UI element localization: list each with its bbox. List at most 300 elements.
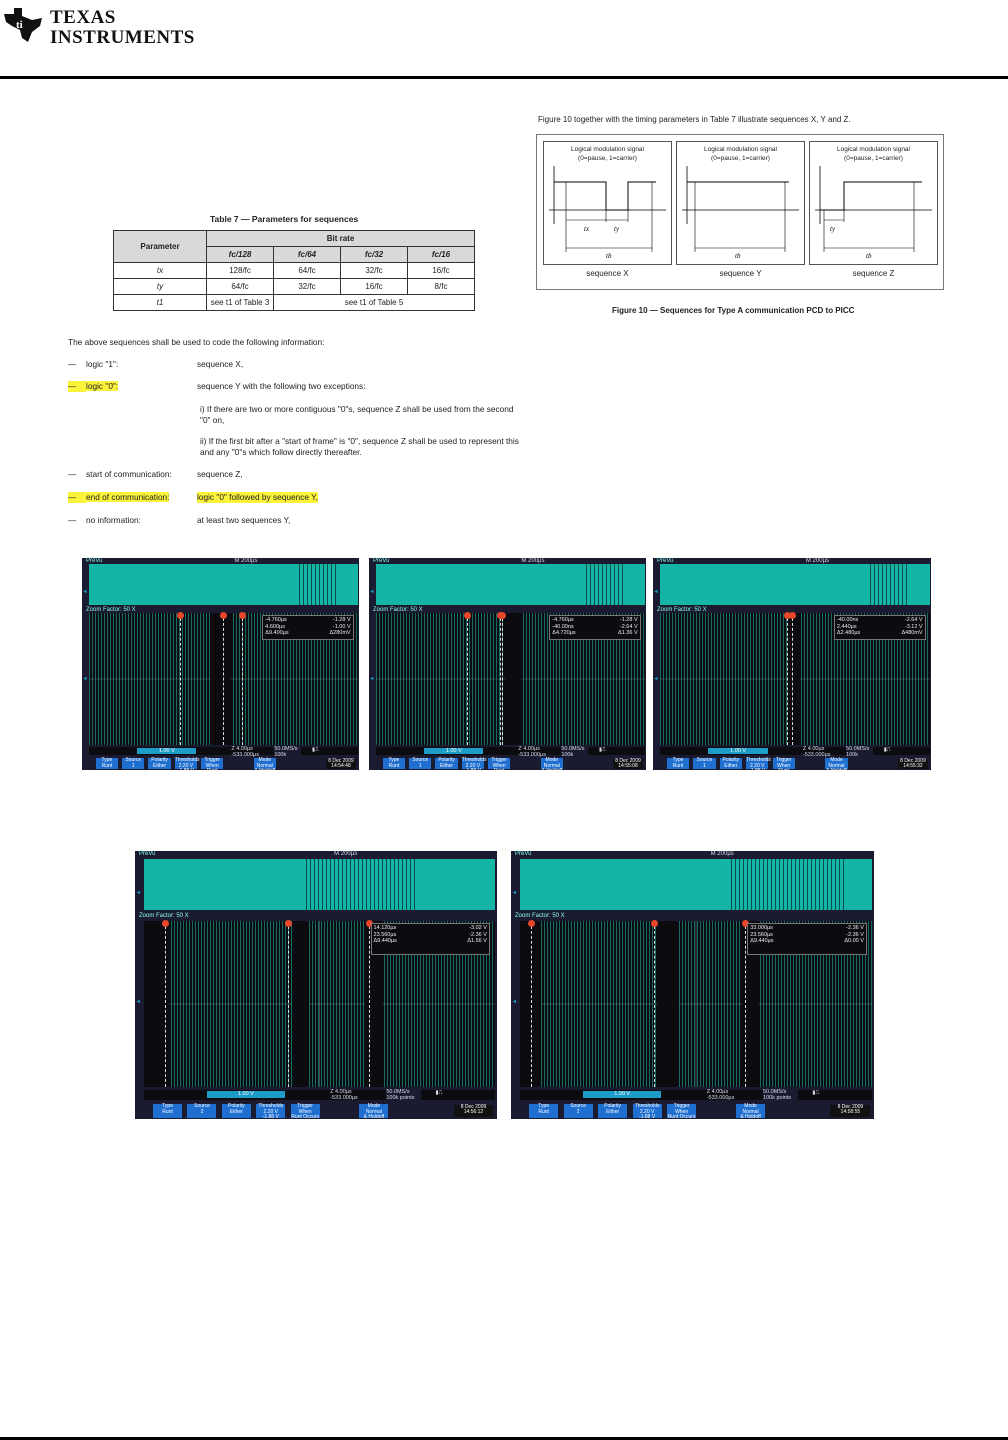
table-row: [114, 263, 475, 279]
readout-value: Δ9.440µs: [750, 938, 774, 945]
waveform-burst: [870, 564, 908, 604]
record-length: 100k: [846, 751, 858, 758]
overview-waveform: [660, 564, 930, 604]
readout-value: -2.64 V: [619, 623, 638, 630]
table-head-bitrate: Bit rate: [207, 231, 475, 247]
overview-waveform: [376, 564, 645, 604]
readout-value: -1.28 V: [619, 617, 638, 624]
zoom-factor-label: Zoom Factor: 50 X: [515, 912, 565, 919]
modulation-pause: [505, 613, 521, 744]
readout-value: 4.600µs: [265, 623, 285, 630]
menu-button-label: 2.20 V: [263, 1108, 278, 1115]
cursor-line[interactable]: [500, 613, 501, 744]
header-rule: [0, 76, 1008, 79]
date-time: [454, 1105, 494, 1118]
menu-button-label: 2: [576, 1108, 580, 1115]
channel-marker: ◂: [512, 889, 516, 896]
readout-value: Δ280mV: [329, 630, 351, 637]
menu-button-label: Trigger When: [775, 757, 792, 769]
menu-button-label: Source: [570, 1103, 587, 1110]
cursor-line[interactable]: [792, 613, 793, 744]
menu-button[interactable]: [153, 1104, 182, 1118]
prevu-label: PreVu: [139, 851, 156, 857]
menu-button-label: Type: [672, 757, 684, 764]
figure-caption: Figure 10 — Sequences for Type A communication PCD to PICC: [612, 306, 855, 315]
menu-button[interactable]: [598, 1104, 627, 1118]
time: 14:55:32: [903, 763, 923, 770]
readout-value: 2.440µs: [836, 623, 857, 630]
exception-ii: ii) If the first bit after a "start of frame" is "0", sequence Z shall be used to represent this and any "0"s which follow directly thereafter.: [200, 436, 519, 457]
cursor-line[interactable]: [242, 613, 243, 744]
menu-button-label: Runt Occurs: [491, 768, 508, 780]
menu-button[interactable]: [435, 758, 457, 769]
menu-button[interactable]: [773, 757, 795, 780]
readout-value: -2.36 V: [469, 931, 487, 938]
oscilloscope-screenshot: [135, 851, 497, 1119]
date-time: [898, 759, 929, 769]
zoom-waveform: [660, 613, 930, 744]
status-bar: [520, 1090, 872, 1101]
ty-label: ty: [830, 225, 836, 233]
table-cell: 16/fc: [341, 279, 408, 295]
table-cell: see t1 of Table 5: [274, 295, 475, 311]
cursor-line[interactable]: [288, 921, 289, 1087]
menu-button-label: & Holdoff: [541, 768, 563, 775]
ti-logo: [0, 0, 200, 52]
menu-button-label: Runt: [162, 1108, 173, 1115]
channel-scale[interactable]: 1.00 V: [207, 1091, 284, 1099]
date: 8 Dec 2009: [615, 757, 641, 764]
channel-scale[interactable]: 1.00 V: [424, 748, 483, 754]
date-time: [830, 1105, 870, 1118]
menu-button-label: Polarity: [151, 757, 168, 764]
date: 8 Dec 2009: [837, 1103, 864, 1110]
cursor-line[interactable]: [180, 613, 181, 744]
menu-button-label: 2: [200, 1108, 204, 1115]
menu-button-label: Type: [388, 757, 400, 764]
table-head-parameter: Parameter: [114, 231, 207, 263]
menu-button[interactable]: [254, 757, 276, 775]
table-row: [114, 279, 475, 295]
list-item: — no information:: [68, 515, 141, 525]
time: 14:55:08: [618, 763, 638, 770]
menu-button-label: Mode: [545, 757, 559, 764]
table-cell: 64/fc: [274, 263, 341, 279]
zoom-offset: -533.000µs: [802, 751, 831, 758]
menu-button-label: Trigger When: [491, 757, 508, 769]
menu-button-label: Thresholds: [258, 1103, 284, 1110]
readout-value: -3.02 V: [469, 925, 487, 932]
item-label: logic "1":: [86, 359, 119, 369]
menu-button[interactable]: [148, 758, 170, 769]
sample-rate: 50.0MS/s: [846, 745, 870, 752]
channel-marker: ◂: [136, 889, 140, 896]
zoom-time: Z 4.00µs: [330, 1088, 352, 1095]
menu-button[interactable]: [541, 757, 563, 775]
sample-rate: 50.0MS/s: [274, 745, 298, 752]
overview-waveform: [89, 564, 358, 604]
readout-value: Δ1.36 V: [618, 630, 638, 637]
table-caption: Table 7 — Parameters for sequences: [210, 214, 359, 224]
menu-button-label: -1.88 V: [639, 1114, 656, 1121]
modulation-pause: [787, 613, 800, 744]
date-time: [613, 759, 643, 769]
menu-button-label: Normal: [828, 762, 845, 769]
panel-label: sequence X: [586, 269, 629, 278]
channel-marker: ◂: [83, 675, 87, 682]
readout-value: -4.760µs: [552, 617, 574, 624]
item-desc: logic "0" followed by sequence Y,: [197, 492, 318, 502]
cursor-line[interactable]: [467, 613, 468, 744]
menu-button-label: Normal: [543, 762, 560, 769]
timebase-label: M 200µs: [805, 558, 830, 564]
cursor-handle[interactable]: [239, 612, 246, 619]
readout-value: Δ480mV: [901, 630, 923, 637]
timebase-label: M 200µs: [234, 558, 258, 564]
sequence-z-panel: [809, 141, 938, 278]
menu-button-label: Type: [162, 1103, 173, 1110]
status-bar: [144, 1090, 495, 1101]
item-label: start of communication:: [86, 469, 172, 479]
cursor-line[interactable]: [502, 613, 503, 744]
prevu-label: PreVu: [657, 558, 674, 564]
panel-title: Logical modulation signal: [704, 146, 777, 153]
menu-button[interactable]: [667, 758, 689, 769]
menu-button-label: & Holdoff: [740, 1114, 761, 1121]
cursor-line[interactable]: [165, 921, 166, 1087]
cursor-line[interactable]: [223, 613, 224, 744]
tb-label: tb: [606, 252, 612, 260]
readout-value: 14.120µs: [373, 925, 397, 932]
ty-label: ty: [614, 225, 620, 233]
timebase-label: M 200µs: [334, 851, 358, 857]
zoom-time: Z 4.00µs: [518, 745, 540, 752]
menu-button-label: Thresholds: [634, 1103, 660, 1110]
cursor-readout: [747, 923, 867, 955]
menu-button[interactable]: [667, 1103, 696, 1121]
cursor-handle[interactable]: [464, 612, 471, 619]
cursor-handle[interactable]: [651, 920, 658, 927]
readout-value: -4.760µs: [265, 617, 287, 624]
menu-button[interactable]: [256, 1103, 285, 1121]
table-cell: tx: [114, 263, 207, 279]
readout-value: -3.12 V: [904, 623, 923, 630]
readout-value: -1.28 V: [332, 617, 351, 624]
item-desc: at least two sequences Y,: [197, 515, 291, 525]
waveform-burst: [306, 859, 418, 910]
figure-10: [536, 134, 944, 290]
readout-value: Δ9.400µs: [265, 630, 289, 637]
prevu-label: PreVu: [86, 558, 103, 564]
time: 14:54:48: [331, 763, 351, 770]
cursor-handle[interactable]: [285, 920, 292, 927]
trigger-icon: ▮⎍: [435, 1089, 443, 1096]
item-desc: sequence X,: [197, 359, 244, 369]
modulation-pause: [210, 613, 231, 744]
readout-value: 23.560µs: [750, 931, 773, 938]
cursor-handle[interactable]: [177, 612, 184, 619]
menu-button[interactable]: [96, 758, 118, 769]
zoom-offset: -533.000µs: [706, 1094, 735, 1101]
cursor-handle[interactable]: [162, 920, 169, 927]
menu-button[interactable]: [736, 1103, 765, 1121]
menu-button-label: Thresholds: [461, 757, 487, 764]
waveform-burst: [586, 564, 624, 604]
date: 8 Dec 2009: [460, 1103, 487, 1110]
status-bar: [376, 745, 645, 758]
menu-button-label: Either: [606, 1108, 620, 1115]
menu-button[interactable]: [359, 1103, 388, 1121]
sequence-x-panel: [543, 141, 672, 278]
menu-button-label: Trigger When: [204, 757, 221, 769]
readout-value: 33.000µs: [750, 925, 773, 932]
channel-marker: ◂: [654, 675, 658, 682]
record-length: 100k points: [763, 1094, 792, 1101]
channel-scale[interactable]: 1.00 V: [137, 748, 196, 754]
menu-button-label: Mode: [744, 1103, 757, 1110]
bottom-menu: [511, 1103, 874, 1119]
menu-button-label: Type: [101, 757, 113, 764]
panel-subtitle: (0=pause, 1=carrier): [578, 155, 637, 162]
date-time: [326, 759, 356, 769]
sequence-x-diagram: [544, 164, 671, 264]
zoom-time: Z 4.00µs: [231, 745, 253, 752]
menu-button-label: Polarity: [722, 757, 740, 764]
menu-button-label: Source: [125, 757, 142, 764]
menu-button-label: Mode: [367, 1103, 381, 1110]
readout-value: -2.36 V: [846, 931, 864, 938]
list-item: — end of communication:: [68, 492, 170, 502]
menu-button-label: Trigger When: [673, 1103, 690, 1115]
item-desc: sequence Z,: [197, 469, 243, 479]
sample-rate: 50.0MS/s: [561, 745, 585, 752]
panel-title: Logical modulation signal: [571, 146, 644, 153]
menu-button[interactable]: [187, 1104, 216, 1118]
list-item: — logic "1":: [68, 359, 119, 369]
table-cell: see t1 of Table 3: [207, 295, 274, 311]
oscilloscope-screenshot: [653, 558, 931, 780]
list-item: — logic "0":: [68, 381, 119, 391]
menu-button-label: Polarity: [604, 1103, 621, 1110]
item-desc: sequence Y with the following two exceptions:: [197, 381, 366, 391]
menu-button[interactable]: [383, 758, 405, 769]
brand-line-2: INSTRUMENTS: [50, 27, 195, 48]
menu-button-label: Source: [194, 1103, 210, 1110]
prevu-label: PreVu: [373, 558, 390, 564]
tb-label: tb: [735, 252, 741, 260]
menu-button-label: -1.88 V: [177, 768, 194, 775]
trigger-icon: ▮⎍: [598, 746, 606, 753]
table-cell: 32/fc: [274, 279, 341, 295]
menu-button-label: 2.20 V: [750, 762, 765, 769]
zoom-factor-label: Zoom Factor: 50 X: [373, 606, 423, 613]
table-cell: 128/fc: [207, 263, 274, 279]
menu-button[interactable]: [222, 1104, 251, 1118]
menu-button-label: -1.88 V: [262, 1114, 279, 1121]
readout-value: 23.560µs: [373, 931, 397, 938]
menu-button-label: Either: [153, 762, 167, 769]
menu-button-label: 2.20 V: [178, 762, 194, 769]
panel-title: Logical modulation signal: [837, 146, 910, 153]
zoom-time: Z 4.00µs: [802, 745, 825, 752]
table-cell: ty: [114, 279, 207, 295]
menu-button[interactable]: [529, 1104, 558, 1118]
readout-value: -1.00 V: [332, 623, 351, 630]
menu-button[interactable]: [746, 757, 771, 775]
menu-button[interactable]: [488, 757, 510, 780]
svg-text:ti: ti: [16, 19, 23, 31]
menu-button-label: Mode: [830, 757, 843, 764]
menu-button-label: Runt Occurs: [667, 1114, 696, 1121]
zoom-waveform: [520, 921, 872, 1087]
zoom-offset: -533.000µs: [330, 1094, 358, 1101]
record-length: 100k: [561, 751, 574, 758]
table-col-head: fc/128: [207, 247, 274, 263]
menu-button-label: 2.20 V: [465, 762, 481, 769]
zoom-factor-label: Zoom Factor: 50 X: [139, 912, 189, 919]
bottom-menu: [135, 1103, 497, 1119]
menu-button-label: Source: [696, 757, 713, 764]
texas-state-icon: [2, 6, 46, 44]
tx-label: tx: [584, 225, 590, 233]
status-bar: [89, 745, 358, 758]
menu-button[interactable]: [201, 757, 223, 780]
oscilloscope-screenshot: [82, 558, 359, 780]
menu-button[interactable]: [461, 757, 487, 775]
readout-value: Δ1.56 V: [467, 938, 487, 945]
menu-button-label: Runt Occurs: [204, 768, 221, 780]
menu-button-label: 1: [418, 762, 422, 769]
cursor-readout: [371, 923, 490, 955]
zoom-time: Z 4.00µs: [706, 1088, 729, 1095]
menu-button[interactable]: [633, 1103, 662, 1121]
zoom-factor-label: Zoom Factor: 50 X: [657, 606, 707, 613]
oscilloscope-screenshot: [369, 558, 646, 780]
menu-button-label: 1: [703, 762, 706, 769]
waveform-burst: [299, 564, 337, 604]
menu-button-label: & Holdoff: [363, 1114, 385, 1121]
channel-scale[interactable]: 1.00 V: [708, 748, 767, 754]
menu-button[interactable]: [174, 757, 200, 775]
menu-button-label: Type: [538, 1103, 550, 1110]
menu-button-label: Runt: [388, 762, 400, 769]
trigger-icon: ▮⎍: [883, 746, 891, 753]
channel-marker: ◂: [370, 588, 374, 595]
menu-button-label: Trigger When: [297, 1103, 313, 1115]
menu-button[interactable]: [720, 758, 742, 769]
menu-button-label: & Holdoff: [254, 768, 276, 775]
menu-button[interactable]: [564, 1104, 593, 1118]
prevu-label: PreVu: [515, 851, 532, 857]
panel-label: sequence Z: [852, 269, 895, 278]
table-col-head: fc/16: [408, 247, 475, 263]
figure-intro: Figure 10 together with the timing parameters in Table 7 illustrate sequences X, Y and Z.: [538, 115, 851, 124]
channel-marker: ◂: [83, 588, 87, 595]
channel-scale[interactable]: 1.00 V: [583, 1091, 660, 1099]
item-label: logic "0":: [86, 381, 119, 391]
sample-rate: 50.0MS/s: [763, 1088, 787, 1095]
menu-button[interactable]: [291, 1103, 320, 1121]
menu-button-label: 2.20 V: [639, 1108, 655, 1115]
menu-button-label: Normal: [742, 1108, 759, 1115]
record-length: 100k: [274, 751, 287, 758]
menu-button-label: Thresholds: [746, 757, 771, 764]
menu-button-label: Polarity: [228, 1103, 245, 1110]
coding-intro: The above sequences shall be used to code the following information:: [68, 337, 325, 347]
time: 14:56:12: [463, 1109, 484, 1115]
cursor-line[interactable]: [787, 613, 788, 744]
table-cell: 8/fc: [408, 279, 475, 295]
overview-waveform: [144, 859, 495, 910]
channel-marker: ◂: [512, 999, 516, 1006]
menu-button-label: -1.88 V: [464, 768, 481, 775]
table-cell: t1: [114, 295, 207, 311]
zoom-waveform: [89, 613, 358, 744]
zoom-factor-label: Zoom Factor: 50 X: [86, 606, 136, 613]
sequence-y-panel: [676, 141, 805, 278]
table-cell: 32/fc: [341, 263, 408, 279]
time: 14:58:55: [840, 1109, 861, 1115]
menu-button[interactable]: [825, 757, 847, 775]
menu-button[interactable]: [693, 758, 715, 769]
menu-button-label: Thresholds: [174, 757, 200, 764]
cursor-readout: [262, 615, 353, 640]
bottom-menu: [369, 757, 646, 780]
parameters-table: [113, 230, 475, 311]
zoom-waveform: [144, 921, 495, 1087]
date: 8 Dec 2009: [900, 757, 926, 764]
menu-button-label: Either: [440, 762, 454, 769]
menu-button-label: Normal: [365, 1108, 382, 1115]
panel-subtitle: (0=pause, 1=carrier): [844, 155, 903, 162]
panel-subtitle: (0=pause, 1=carrier): [711, 155, 770, 162]
table-col-head: fc/32: [341, 247, 408, 263]
modulation-pause: [657, 921, 678, 1087]
menu-button-label: & Holdoff: [826, 768, 847, 775]
cursor-line[interactable]: [654, 921, 655, 1087]
bottom-menu: [653, 757, 931, 780]
readout-value: -40.00ns: [552, 623, 574, 630]
sample-rate: 50.0MS/s: [386, 1088, 410, 1095]
exception-i: i) If there are two or more contiguous "0"s, sequence Z shall be used from the second "0" on,: [200, 404, 514, 425]
zoom-waveform: [376, 613, 645, 744]
channel-marker: ◂: [370, 675, 374, 682]
sequence-z-diagram: [810, 164, 937, 264]
sequence-y-diagram: [677, 164, 804, 264]
menu-button-label: -1.88 V: [749, 768, 766, 775]
table-col-head: fc/64: [274, 247, 341, 263]
oscilloscope-screenshot: [511, 851, 874, 1119]
menu-button-label: Runt: [672, 762, 684, 769]
modulation-pause: [292, 921, 310, 1087]
cursor-line[interactable]: [531, 921, 532, 1087]
menu-button-label: Polarity: [438, 757, 455, 764]
brand-line-1: TEXAS: [50, 7, 116, 28]
timebase-label: M 200µs: [710, 851, 734, 857]
readout-value: -40.00ns: [836, 617, 859, 624]
menu-button-label: Either: [229, 1108, 243, 1115]
channel-marker: ◂: [654, 588, 658, 595]
tb-label: tb: [866, 252, 872, 260]
status-bar: [660, 745, 930, 758]
readout-value: Δ9.440µs: [373, 938, 397, 945]
list-item: — start of communication:: [68, 469, 172, 479]
zoom-offset: -533.000µs: [518, 751, 546, 758]
cursor-handle[interactable]: [528, 920, 535, 927]
menu-button[interactable]: [409, 758, 431, 769]
menu-button-label: Runt Occurs: [775, 768, 792, 780]
menu-button[interactable]: [122, 758, 144, 769]
